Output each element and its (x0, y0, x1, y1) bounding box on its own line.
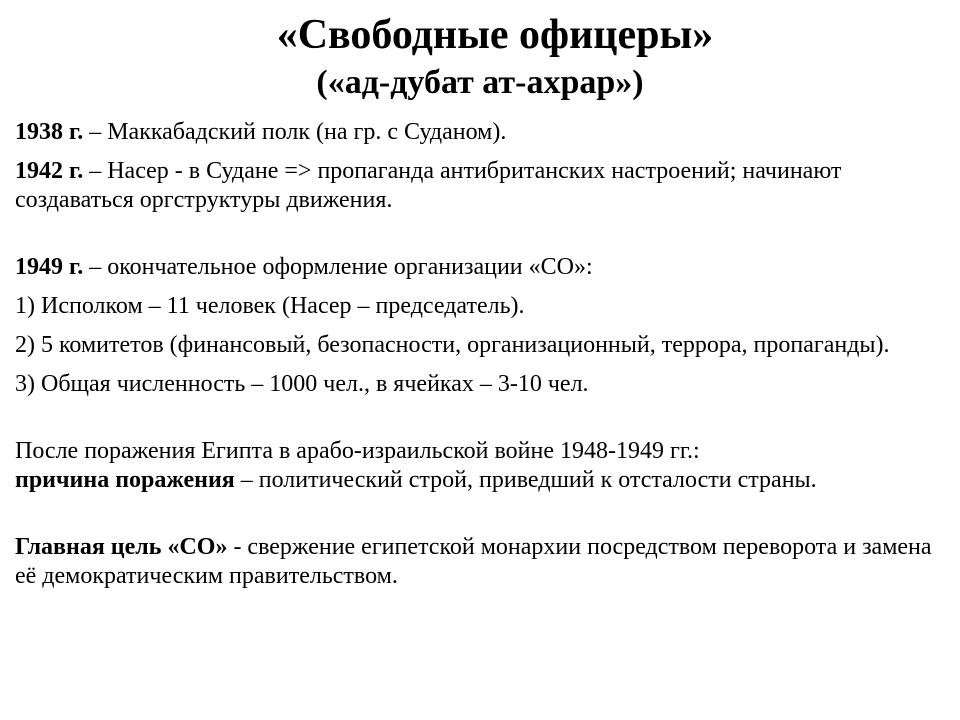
paragraph-text: – политический строй, приведший к отсталости страны. (234, 467, 817, 493)
list-item-committees (15, 331, 935, 360)
slide-subtitle: («ад-дубат ат-ахрар») (316, 64, 644, 101)
paragraph-1938 (15, 118, 935, 147)
paragraph-text: 3) Общая численность – 1000 чел., в ячейках – 3-10 чел. (15, 371, 589, 397)
title-block (0, 8, 960, 104)
paragraph-text: – окончательное оформление организации «СО»: (83, 254, 593, 280)
year-label: 1949 г. (15, 254, 84, 280)
main-goal-label: Главная цель «СО» (15, 534, 228, 560)
defeat-cause-label: причина поражения (15, 467, 235, 493)
paragraph-text: После поражения Египта в арабо-израильской войне 1948-1949 гг.: (15, 438, 700, 464)
paragraph-defeat (15, 437, 935, 495)
paragraph-text: – Насер - в Судане => пропаганда антибританских настроений; начинают создаваться оргструктуры движения. (15, 158, 842, 213)
paragraph-1942 (15, 157, 935, 215)
paragraph-text: - свержение египетской монархии посредством переворота и замена её демократическим правительством. (15, 534, 932, 589)
paragraph-text: 2) 5 комитетов (финансовый, безопасности, организационный, террора, пропаганды). (15, 332, 890, 358)
year-label: 1942 г. (15, 158, 84, 184)
list-item-membership (15, 370, 935, 399)
paragraph-text: 1) Исполком – 11 человек (Насер – председатель). (15, 293, 525, 319)
slide-title: «Свободные офицеры» (276, 12, 714, 58)
paragraph-1949 (15, 253, 935, 282)
year-label: 1938 г. (15, 119, 84, 145)
paragraph-text: – Маккабадский полк (на гр. с Суданом). (83, 119, 507, 145)
paragraph-main-goal (15, 533, 935, 591)
slide-content (15, 118, 935, 591)
list-item-executive (15, 292, 935, 321)
